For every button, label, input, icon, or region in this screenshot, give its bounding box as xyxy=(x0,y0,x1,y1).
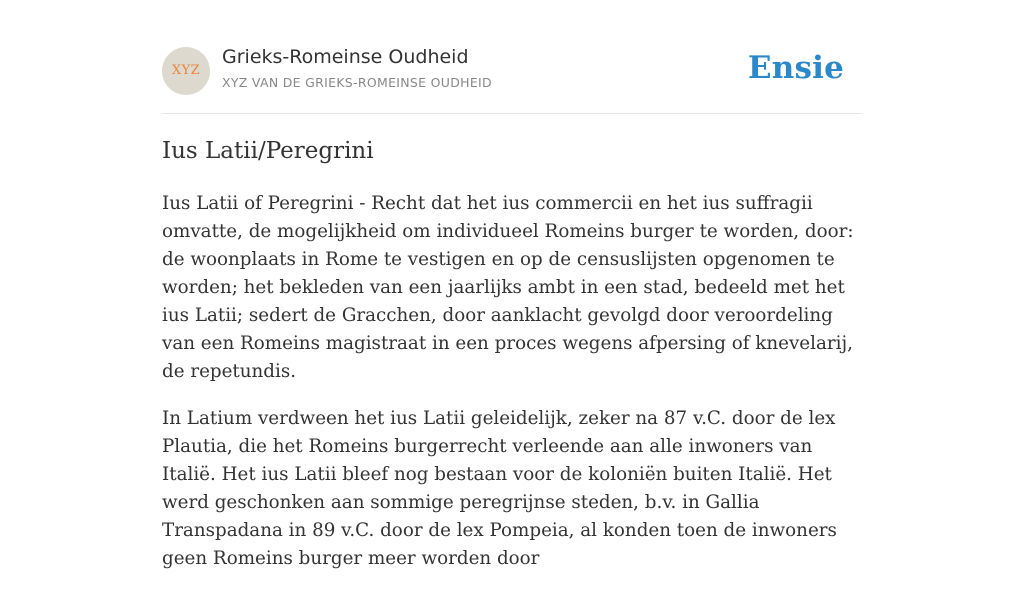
publication-subtitle[interactable]: XYZ VAN DE GRIEKS-ROMEINSE OUDHEID xyxy=(222,75,492,90)
article-paragraph: Ius Latii of Peregrini - Recht dat het ius commercii en het ius suffragii omvatte, de mogelijkheid om individueel Romeins burger te worden, door: de woonplaats in Rome te vestigen en op de censuslijsten opgenomen te worden; het bekleden van een jaarlijks ambt in een stad, bedeeld met het ius Latii; sedert de Gracchen, door aanklacht gevolgd door veroordeling van een Romeins magistraat in een proces wegens afpersing of knevelarij, de repetundis. xyxy=(162,193,854,382)
article-title: Ius Latii/Peregrini xyxy=(162,138,374,164)
article-body xyxy=(162,190,862,592)
ensie-logo[interactable]: Ensie xyxy=(747,50,844,86)
header xyxy=(162,0,862,114)
publication-avatar[interactable]: XYZ xyxy=(162,47,210,95)
page xyxy=(162,0,862,569)
publication-title[interactable]: Grieks-Romeinse Oudheid xyxy=(222,46,469,68)
article-paragraph: In Latium verdween het ius Latii geleidelijk, zeker na 87 v.C. door de lex Plautia, die het Romeins burgerrecht verleende aan alle inwoners van Italië. Het ius Latii bleef nog bestaan voor de koloniën buiten Italië. Het werd geschonken aan sommige peregrijnse steden, b.v. in Gallia Transpadana in 89 v.C. door de lex Pompeia, al konden toen de inwoners geen Romeins burger meer worden door xyxy=(162,408,837,569)
